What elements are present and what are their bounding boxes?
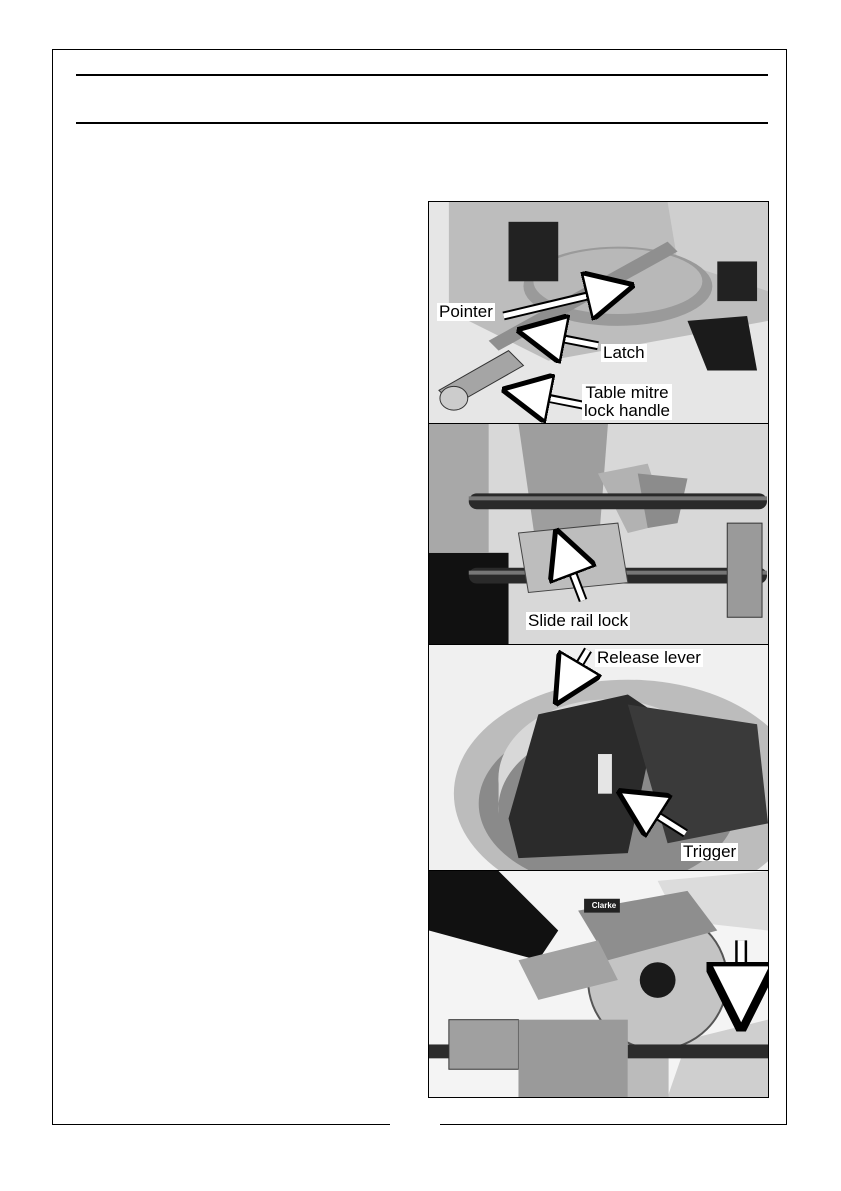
- table-mitre-lock-handle-label: [582, 384, 672, 420]
- table-lock-label-line1: Table mitre: [585, 383, 669, 402]
- header-top-rule: [76, 74, 768, 76]
- clarke-logo: Clarke: [591, 901, 617, 910]
- trigger-label: Trigger: [683, 842, 737, 861]
- pointer-label: Pointer: [439, 302, 493, 321]
- photo-mitre-table: [428, 201, 769, 424]
- photo-plunge-cut: [428, 870, 769, 1098]
- photo-slide-rails: [428, 423, 769, 645]
- footer-page-number-gap: [390, 1118, 440, 1132]
- photo-handle-trigger: [428, 644, 769, 871]
- handle-trigger-illustration: [429, 645, 768, 870]
- release-lever-label: Release lever: [597, 648, 701, 667]
- table-lock-label-line2: lock handle: [584, 401, 671, 420]
- header-bottom-rule: [76, 122, 768, 124]
- latch-label: Latch: [603, 343, 645, 362]
- slide-rail-lock-label: Slide rail lock: [528, 611, 629, 630]
